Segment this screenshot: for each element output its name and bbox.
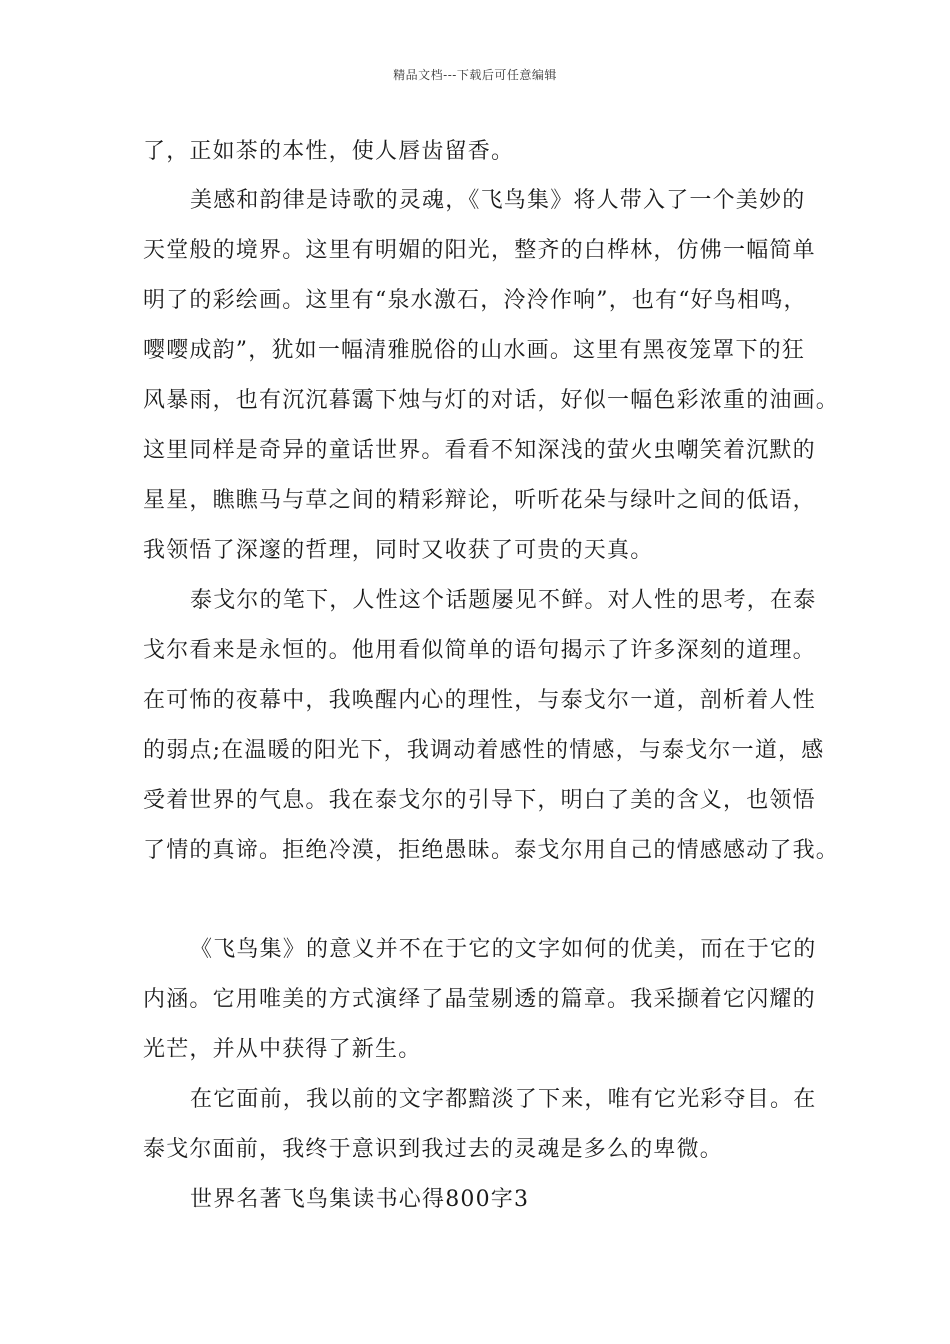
text-line: 了，正如茶的本性，使人唇齿留香。: [143, 139, 515, 164]
text-line: 内涵。它用唯美的方式演绎了晶莹剔透的篇章。我采撷着它闪耀的: [143, 987, 816, 1012]
text-line: 嘤嘤成韵”，犹如一幅清雅脱俗的山水画。这里有黑夜笼罩下的狂: [143, 338, 806, 363]
section-heading: 世界名著飞鸟集读书心得800字3: [190, 1187, 530, 1212]
text-line: 美感和韵律是诗歌的灵魂，《飞鸟集》将人带入了一个美妙的: [190, 188, 806, 213]
text-line: 的弱点;在温暖的阳光下，我调动着感性的情感，与泰戈尔一道，感: [143, 738, 825, 763]
text-line: 在可怖的夜幕中，我唤醒内心的理性，与泰戈尔一道，剖析着人性: [143, 688, 816, 713]
text-line: 我领悟了深邃的哲理，同时又收获了可贵的天真。: [143, 538, 654, 563]
text-line: 在它面前，我以前的文字都黯淡了下来，唯有它光彩夺目。在: [190, 1087, 817, 1112]
page-header: 精品文档---下载后可任意编辑: [393, 68, 557, 82]
text-line: 泰戈尔面前，我终于意识到我过去的灵魂是多么的卑微。: [143, 1137, 724, 1162]
text-line: 了情的真谛。拒绝冷漠，拒绝愚昧。泰戈尔用自己的情感感动了我。: [143, 838, 840, 863]
text-line: 风暴雨，也有沉沉暮霭下烛与灯的对话，好似一幅色彩浓重的油画。: [143, 388, 840, 413]
text-line: 明了的彩绘画。这里有“泉水激石，泠泠作响”，也有“好鸟相鸣，: [143, 288, 807, 313]
text-line: 光芒，并从中获得了新生。: [143, 1037, 422, 1062]
text-line: 天堂般的境界。这里有明媚的阳光，整齐的白桦林，仿佛一幅简单: [143, 238, 816, 263]
text-line: 《飞鸟集》的意义并不在于它的文字如何的优美，而在于它的: [190, 937, 817, 962]
text-line: 受着世界的气息。我在泰戈尔的引导下，明白了美的含义，也领悟: [143, 788, 816, 813]
text-line: 这里同样是奇异的童话世界。看看不知深浅的萤火虫嘲笑着沉默的: [143, 438, 816, 463]
text-line: 戈尔看来是永恒的。他用看似简单的语句揭示了许多深刻的道理。: [143, 638, 816, 663]
text-line: 泰戈尔的笔下，人性这个话题屡见不鲜。对人性的思考，在泰: [190, 588, 817, 613]
text-line: 星星，瞧瞧马与草之间的精彩辩论，听听花朵与绿叶之间的低语，: [143, 488, 816, 513]
